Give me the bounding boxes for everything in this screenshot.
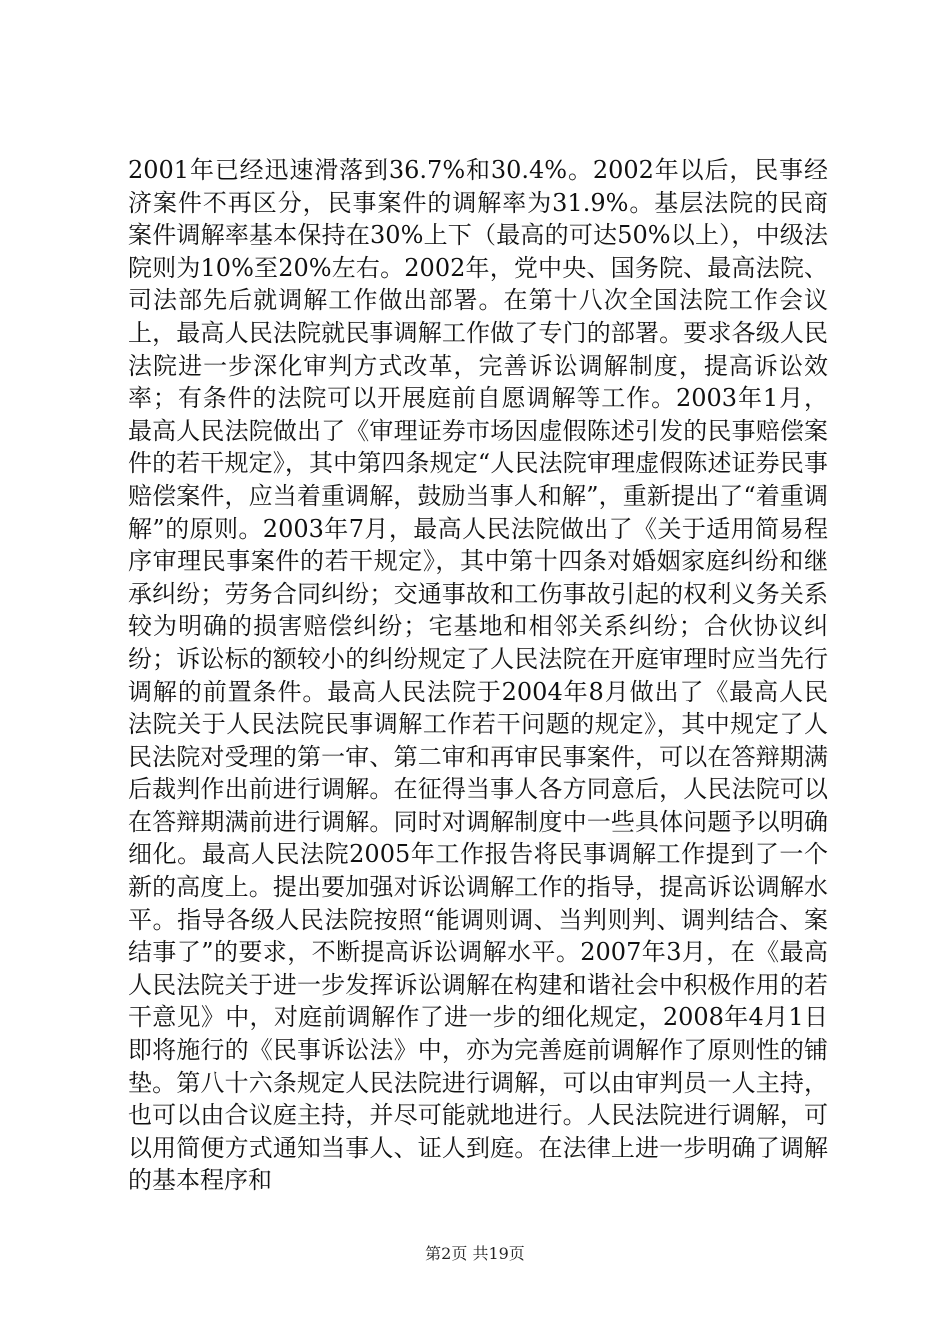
page-number-footer: 第2页 共19页 [425, 1244, 525, 1263]
body-paragraph: 2001年已经迅速滑落到36.7%和30.4%。2002年以后，民事经济案件不再区分，民事案件的调解率为31.9%。基层法院的民商案件调解率基本保持在30%上下（最高的可达50%以上），中级法院则为10%至20%左右。2002年，党中央、国务院、最高法院、司法部先后就调解工作做出部署。在第十八次全国法院工作会议上，最高人民法院就民事调解工作做了专门的部署。要求各级人民法院进一步深化审判方式改革，完善诉讼调解制度，提高诉讼效率；有条件的法院可以开展庭前自愿调解等工作。2003年1月，最高人民法院做出了《审理证券市场因虚假陈述引发的民事赔偿案件的若干规定》，其中第四条规定“人民法院审理虚假陈述证券民事赔偿案件，应当着重调解，鼓励当事人和解”，重新提出了“着重调解”的原则。2003年7月，最高人民法院做出了《关于适用简易程序审理民事案件的若干规定》，其中第十四条对婚姻家庭纠纷和继承纠纷；劳务合同纠纷；交通事故和工伤事故引起的权利义务关系较为明确的损害赔偿纠纷；宅基地和相邻关系纠纷；合伙协议纠纷；诉讼标的额较小的纠纷规定了人民法院在开庭审理时应当先行调解的前置条件。最高人民法院于2004年8月做出了《最高人民法院关于人民法院民事调解工作若干问题的规定》，其中规定了人民法院对受理的第一审、第二审和再审民事案件，可以在答辩期满后裁判作出前进行调解。在征得当事人各方同意后，人民法院可以在答辩期满前进行调解。同时对调解制度中一些具体问题予以明确细化。最高人民法院2005年工作报告将民事调解工作提到了一个新的高度上。提出要加强对诉讼调解工作的指导，提高诉讼调解水平。指导各级人民法院按照“能调则调、当判则判、调判结合、案结事了”的要求，不断提高诉讼调解水平。2007年3月，在《最高人民法院关于进一步发挥诉讼调解在构建和谐社会中积极作用的若干意见》中，对庭前调解作了进一步的细化规定，2008年4月1日即将施行的《民事诉讼法》中，亦为完善庭前调解作了原则性的铺垫。第八十六条规定人民法院进行调解，可以由审判员一人主持，也可以由合议庭主持，并尽可能就地进行。人民法院进行调解，可以用简便方式通知当事人、证人到庭。在法律上进一步明确了调解的基本程序和 [128, 156, 828, 1195]
